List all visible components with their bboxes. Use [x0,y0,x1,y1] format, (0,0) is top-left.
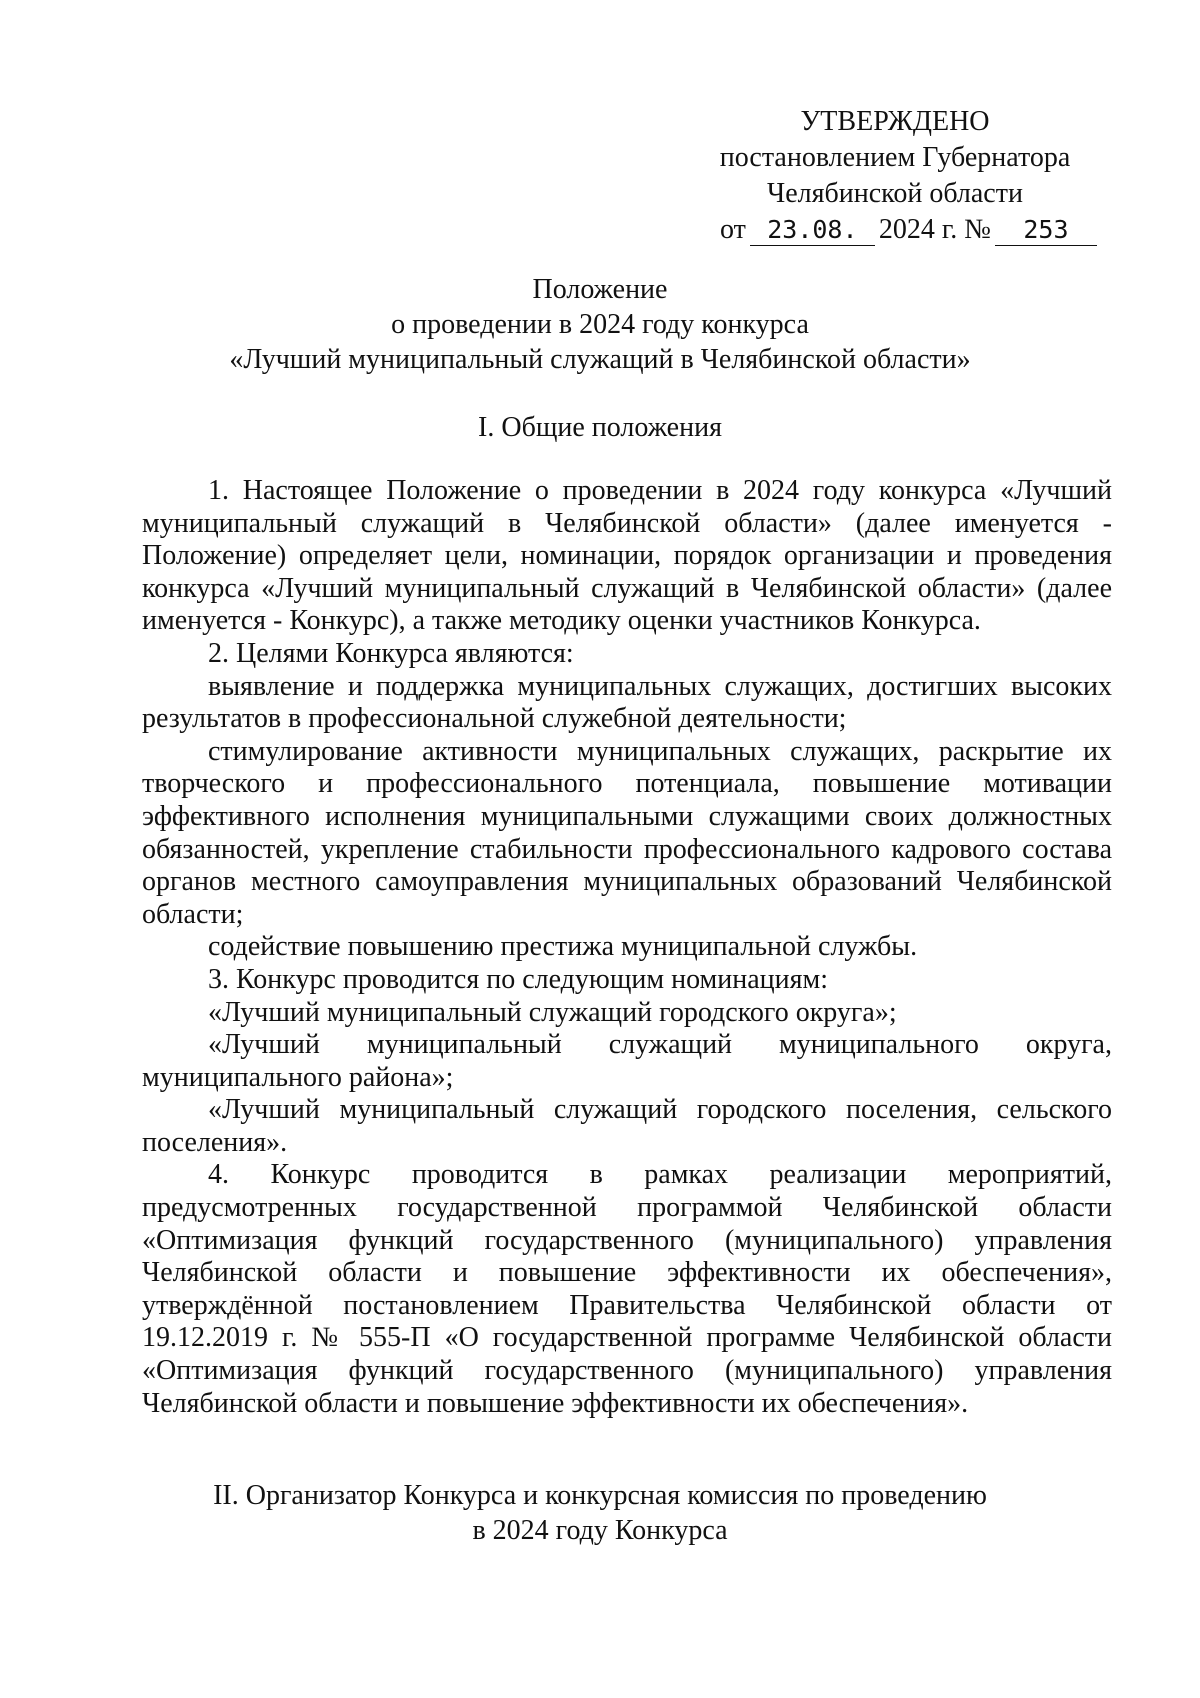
title-line-2: о проведении в 2024 году конкурса [391,309,809,340]
paragraph-goal-1: выявление и поддержка муниципальных служащих, достигших высоких результатов в профессиональной служебной деятельности; [142,670,1112,735]
approval-date-line [700,212,1090,248]
paragraph-4: 4. Конкурс проводится в рамках реализации мероприятий, предусмотренных государственной программой Челябинской области «Оптимизация функций государственного (муниципального) управления Челябинской области и повышение эффективности их обеспечения», утверждённой постановлением Правительства Челябинской области от 19.12.2019 г. № 555-П «О государственной программе Челябинской области «Оптимизация функций государственного (муниципального) управления Челябинской области и повышение эффективности их обеспечения». [142,1159,1112,1419]
section-2-heading [120,1478,1080,1548]
document-title [120,272,1080,377]
approval-number-field: 253 [995,215,1097,246]
approval-year: 2024 г. № [878,214,991,245]
section-1-heading [120,410,1080,445]
paragraph-3: 3. Конкурс проводится по следующим номинациям: [208,963,829,995]
approval-prefix: от [720,214,746,245]
section-1-title: I. Общие положения [478,412,722,443]
title-line-1: Положение [532,274,668,305]
section-2-title-line-2: в 2024 году Конкурса [472,1515,728,1546]
paragraph-goal-3: содействие повышению престижа муниципальной службы. [208,931,918,963]
paragraph-nomination-2: «Лучший муниципальный служащий муниципального округа, муниципального района»; [142,1029,1112,1093]
paragraph-nomination-3: «Лучший муниципальный служащий городского поселения, сельского поселения». [142,1094,1112,1158]
approval-heading: УТВЕРЖДЕНО [800,106,990,137]
approval-line-region: Челябинской области [767,178,1023,209]
document-body [142,475,1112,1420]
approval-date-field: 23.08. [750,215,875,246]
approval-stamp-block [700,104,1090,248]
paragraph-goal-2: стимулирование активности муниципальных служащих, раскрытие их творческого и профессионального потенциала, повышение мотивации эффективного исполнения муниципальными служащими своих должностных обязанностей, укрепление стабильности профессионального кадрового состава органов местного самоуправления муниципальных образований Челябинской области; [142,735,1112,930]
paragraph-nomination-1: «Лучший муниципальный служащий городского округа»; [208,996,897,1028]
paragraph-1: 1. Настоящее Положение о проведении в 2024 году конкурса «Лучший муниципальный служащий в Челябинской области» (далее именуется - Положение) определяет цели, номинации, порядок организации и проведения конкурса «Лучший муниципальный служащий в Челябинской области» (далее именуется - Конкурс), а также методику оценки участников Конкурса. [142,475,1112,637]
paragraph-2: 2. Целями Конкурса являются: [208,637,574,669]
approval-line-decree: постановлением Губернатора [719,142,1071,173]
title-line-3: «Лучший муниципальный служащий в Челябинской области» [229,344,971,375]
section-2-title-line-1: II. Организатор Конкурса и конкурсная комиссия по проведению [213,1480,987,1511]
